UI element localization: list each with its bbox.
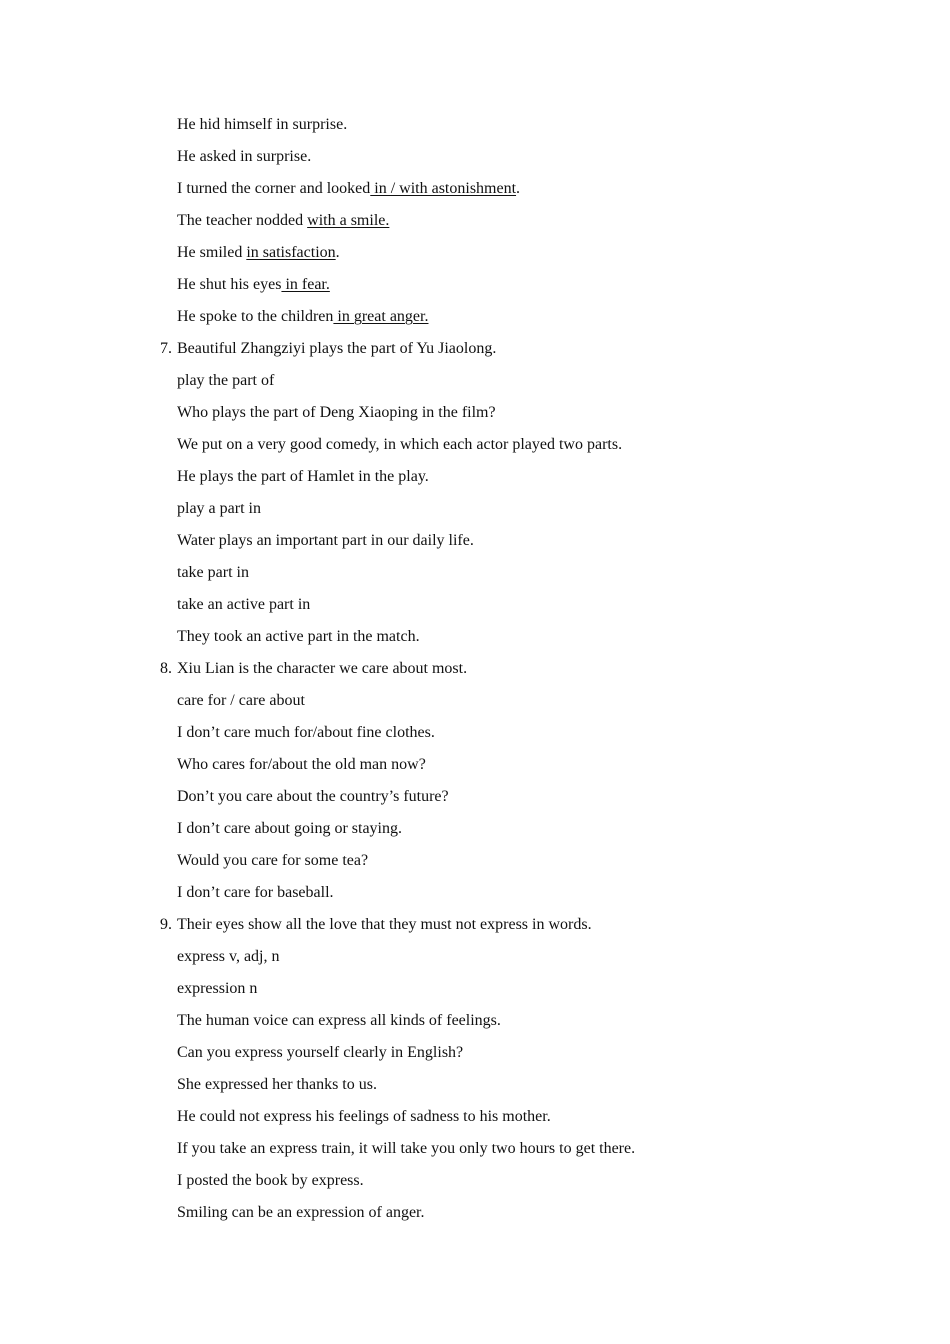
text-segment: I don’t care much for/about fine clothes.	[177, 724, 435, 741]
line-text	[177, 1009, 501, 1033]
line-text	[177, 689, 305, 713]
line-text	[177, 1105, 551, 1129]
text-line	[0, 177, 950, 209]
text-segment: Water plays an important part in our daily life.	[177, 532, 474, 549]
text-segment: Their eyes show all the love that they must not express in words.	[177, 916, 592, 933]
text-line	[0, 145, 950, 177]
text-line	[0, 113, 950, 145]
text-line	[0, 881, 950, 913]
text-segment: He spoke to the children	[177, 308, 334, 325]
text-segment: I don’t care about going or staying.	[177, 820, 402, 837]
line-text	[177, 305, 428, 329]
text-line	[0, 721, 950, 753]
line-text	[177, 625, 420, 649]
text-segment: She expressed her thanks to us.	[177, 1076, 377, 1093]
text-segment: Beautiful Zhangziyi plays the part of Yu Jiaolong.	[177, 340, 497, 357]
numbered-item-line	[0, 913, 950, 945]
line-text	[177, 145, 311, 169]
item-number: 9.	[160, 916, 172, 933]
text-segment: The human voice can express all kinds of feelings.	[177, 1012, 501, 1029]
line-text	[177, 945, 280, 969]
line-text	[177, 497, 261, 521]
text-segment: I posted the book by express.	[177, 1172, 364, 1189]
line-text	[177, 177, 520, 201]
text-line	[0, 1169, 950, 1201]
text-segment: .	[516, 180, 521, 197]
text-line	[0, 1073, 950, 1105]
text-line	[0, 945, 950, 977]
text-line	[0, 401, 950, 433]
text-line	[0, 625, 950, 657]
text-line	[0, 273, 950, 305]
text-segment: I turned the corner and looked	[177, 180, 371, 197]
line-text	[177, 401, 496, 425]
line-text	[177, 1169, 364, 1193]
line-text	[177, 241, 340, 265]
item-number: 7.	[160, 340, 172, 357]
text-segment: Would you care for some tea?	[177, 852, 369, 869]
line-text	[177, 657, 467, 681]
text-line	[0, 977, 950, 1009]
text-line	[0, 241, 950, 273]
text-line	[0, 1105, 950, 1137]
text-line	[0, 1201, 950, 1233]
text-line	[0, 497, 950, 529]
text-line	[0, 369, 950, 401]
text-segment: He hid himself in surprise.	[177, 116, 348, 133]
line-text	[177, 785, 449, 809]
text-segment: Can you express yourself clearly in English?	[177, 1044, 464, 1061]
text-segment: Smiling can be an expression of anger.	[177, 1204, 425, 1221]
document-body	[0, 113, 950, 1233]
text-line	[0, 593, 950, 625]
line-text	[177, 465, 429, 489]
text-segment: He asked in surprise.	[177, 148, 312, 165]
line-text	[177, 849, 368, 873]
line-text	[177, 817, 402, 841]
text-segment: We put on a very good comedy, in which each actor played two parts.	[177, 436, 623, 453]
line-text	[177, 433, 622, 457]
text-segment: Who cares for/about the old man now?	[177, 756, 426, 773]
text-segment: He plays the part of Hamlet in the play.	[177, 468, 429, 485]
text-segment: Xiu Lian is the character we care about most.	[177, 660, 468, 677]
underlined-phrase: in / with astonishment	[370, 180, 517, 197]
line-text	[177, 1137, 635, 1161]
text-line	[0, 305, 950, 337]
line-text	[177, 1201, 425, 1225]
numbered-item-line	[0, 657, 950, 689]
line-text	[177, 529, 474, 553]
text-segment: expression n	[177, 980, 258, 997]
text-segment: .	[335, 244, 340, 261]
text-segment: I don’t care for baseball.	[177, 884, 334, 901]
text-segment: He could not express his feelings of sadness to his mother.	[177, 1108, 551, 1125]
text-line	[0, 529, 950, 561]
text-segment: care for / care about	[177, 692, 305, 709]
line-text	[177, 753, 426, 777]
text-segment: Don’t you care about the country’s future?	[177, 788, 449, 805]
text-segment: take part in	[177, 564, 249, 581]
line-text	[177, 1073, 377, 1097]
line-text	[177, 913, 592, 937]
line-text	[177, 337, 496, 361]
text-segment: He shut his eyes	[177, 276, 282, 293]
text-segment: He smiled	[177, 244, 247, 261]
text-line	[0, 465, 950, 497]
text-line	[0, 849, 950, 881]
text-line	[0, 1009, 950, 1041]
line-text	[177, 977, 257, 1001]
text-segment: The teacher nodded	[177, 212, 308, 229]
text-segment: Who plays the part of Deng Xiaoping in the film?	[177, 404, 496, 421]
line-text	[177, 369, 274, 393]
line-text	[177, 1041, 463, 1065]
text-line	[0, 817, 950, 849]
line-text	[177, 593, 310, 617]
text-line	[0, 753, 950, 785]
text-line	[0, 689, 950, 721]
item-number: 8.	[160, 660, 172, 677]
text-line	[0, 209, 950, 241]
underlined-phrase: with a smile.	[307, 212, 390, 229]
text-line	[0, 785, 950, 817]
text-segment: play the part of	[177, 372, 275, 389]
text-line	[0, 1041, 950, 1073]
underlined-phrase: in fear.	[281, 276, 330, 293]
numbered-item-line	[0, 337, 950, 369]
line-text	[177, 881, 334, 905]
underlined-phrase: in great anger.	[333, 308, 429, 325]
text-segment: If you take an express train, it will take you only two hours to get there.	[177, 1140, 636, 1157]
line-text	[177, 561, 249, 585]
text-segment: play a part in	[177, 500, 261, 517]
line-text	[177, 721, 435, 745]
line-text	[177, 273, 330, 297]
line-text	[177, 209, 389, 233]
text-line	[0, 433, 950, 465]
text-line	[0, 1137, 950, 1169]
text-segment: express v, adj, n	[177, 948, 280, 965]
text-segment: take an active part in	[177, 596, 311, 613]
text-line	[0, 561, 950, 593]
text-segment: They took an active part in the match.	[177, 628, 420, 645]
line-text	[177, 113, 347, 137]
underlined-phrase: in satisfaction	[246, 244, 336, 261]
